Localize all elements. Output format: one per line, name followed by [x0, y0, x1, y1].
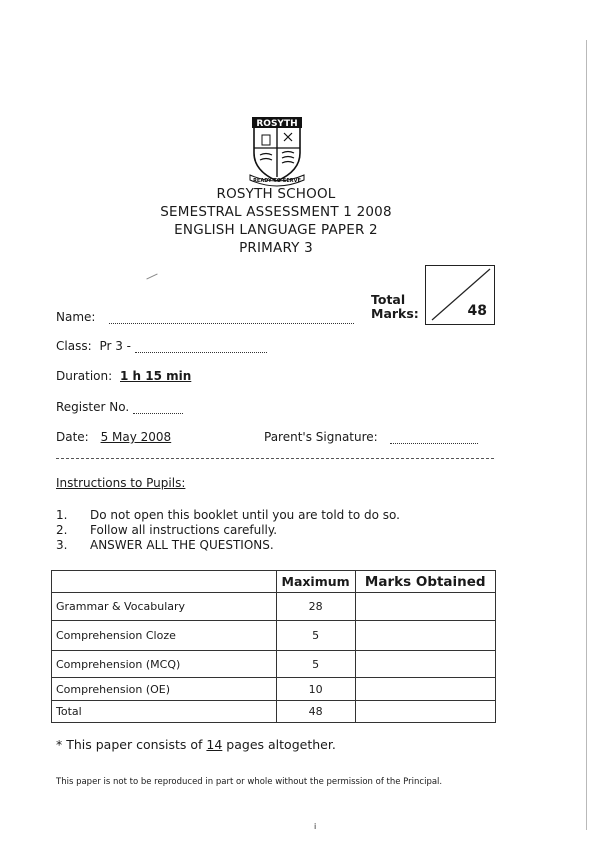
table-header-row — [52, 571, 496, 593]
section-cell: Total — [52, 701, 277, 723]
section-cell: Comprehension Cloze — [52, 621, 277, 651]
permission-notice: This paper is not to be reproduced in part or whole without the permission of the Principal. — [56, 777, 443, 787]
section-cell: Comprehension (MCQ) — [52, 651, 277, 678]
table-header-maximum: Maximum — [276, 571, 355, 593]
stray-mark — [146, 274, 157, 280]
instruction-item: 3. ANSWER ALL THE QUESTIONS. — [56, 538, 274, 552]
date-value: 5 May 2008 — [100, 430, 172, 444]
class-field[interactable] — [56, 339, 267, 353]
obtained-cell[interactable] — [355, 593, 495, 621]
register-field[interactable] — [56, 400, 183, 414]
instruction-item: 2. Follow all instructions carefully. — [56, 523, 278, 537]
pages-count: 14 — [206, 737, 223, 752]
table-row — [52, 651, 496, 678]
level-title: PRIMARY 3 — [239, 240, 313, 256]
duration-field — [56, 369, 191, 383]
class-blank[interactable] — [135, 340, 267, 353]
instructions-heading: Instructions to Pupils: — [56, 476, 186, 490]
school-crest-icon — [246, 113, 308, 187]
max-cell: 28 — [276, 593, 355, 621]
instruction-item: 1. Do not open this booklet until you are told to do so. — [56, 508, 400, 522]
obtained-cell[interactable] — [355, 701, 495, 723]
total-marks-box — [425, 265, 495, 325]
table-row — [52, 593, 496, 621]
crest-banner-text: ROSYTH — [256, 119, 298, 129]
total-marks-label-line2: Marks: — [371, 306, 419, 321]
total-marks-value: 48 — [467, 303, 487, 319]
signature-label: Parent's Signature: — [264, 430, 378, 444]
paper-title: ENGLISH LANGUAGE PAPER 2 — [174, 222, 378, 238]
register-label: Register No. — [56, 400, 130, 414]
pages-note: * This paper consists of 14 pages altogether. — [56, 737, 336, 752]
obtained-cell[interactable] — [355, 651, 495, 678]
separator-line — [56, 458, 494, 459]
exam-title: SEMESTRAL ASSESSMENT 1 2008 — [160, 204, 392, 220]
total-marks-label-line1: Total — [371, 292, 406, 307]
page-edge-rule — [586, 40, 587, 830]
max-cell: 10 — [276, 678, 355, 701]
crest-motto-text: READY TO SERVE — [253, 178, 301, 184]
duration-value: 1 h 15 min — [120, 369, 192, 383]
total-marks-label — [371, 293, 419, 321]
section-cell: Grammar & Vocabulary — [52, 593, 277, 621]
table-row — [52, 678, 496, 701]
date-field — [56, 430, 171, 444]
register-blank[interactable] — [133, 401, 183, 414]
signature-blank[interactable] — [390, 431, 478, 444]
marks-table — [51, 570, 496, 723]
class-value: Pr 3 - — [99, 339, 132, 353]
max-cell: 5 — [276, 621, 355, 651]
section-cell: Comprehension (OE) — [52, 678, 277, 701]
table-header-section — [52, 571, 277, 593]
name-label: Name: — [56, 310, 96, 324]
max-cell: 48 — [276, 701, 355, 723]
class-label: Class: — [56, 339, 92, 353]
obtained-cell[interactable] — [355, 621, 495, 651]
table-header-obtained: Marks Obtained — [355, 571, 495, 593]
school-name: ROSYTH SCHOOL — [216, 186, 336, 202]
obtained-cell[interactable] — [355, 678, 495, 701]
name-blank[interactable] — [109, 311, 354, 324]
duration-label: Duration: — [56, 369, 113, 383]
table-row — [52, 701, 496, 723]
date-label: Date: — [56, 430, 89, 444]
name-field[interactable] — [56, 310, 354, 324]
table-row — [52, 621, 496, 651]
page-number: i — [314, 822, 317, 831]
signature-field[interactable] — [264, 430, 478, 444]
max-cell: 5 — [276, 651, 355, 678]
instructions-list — [56, 508, 400, 553]
